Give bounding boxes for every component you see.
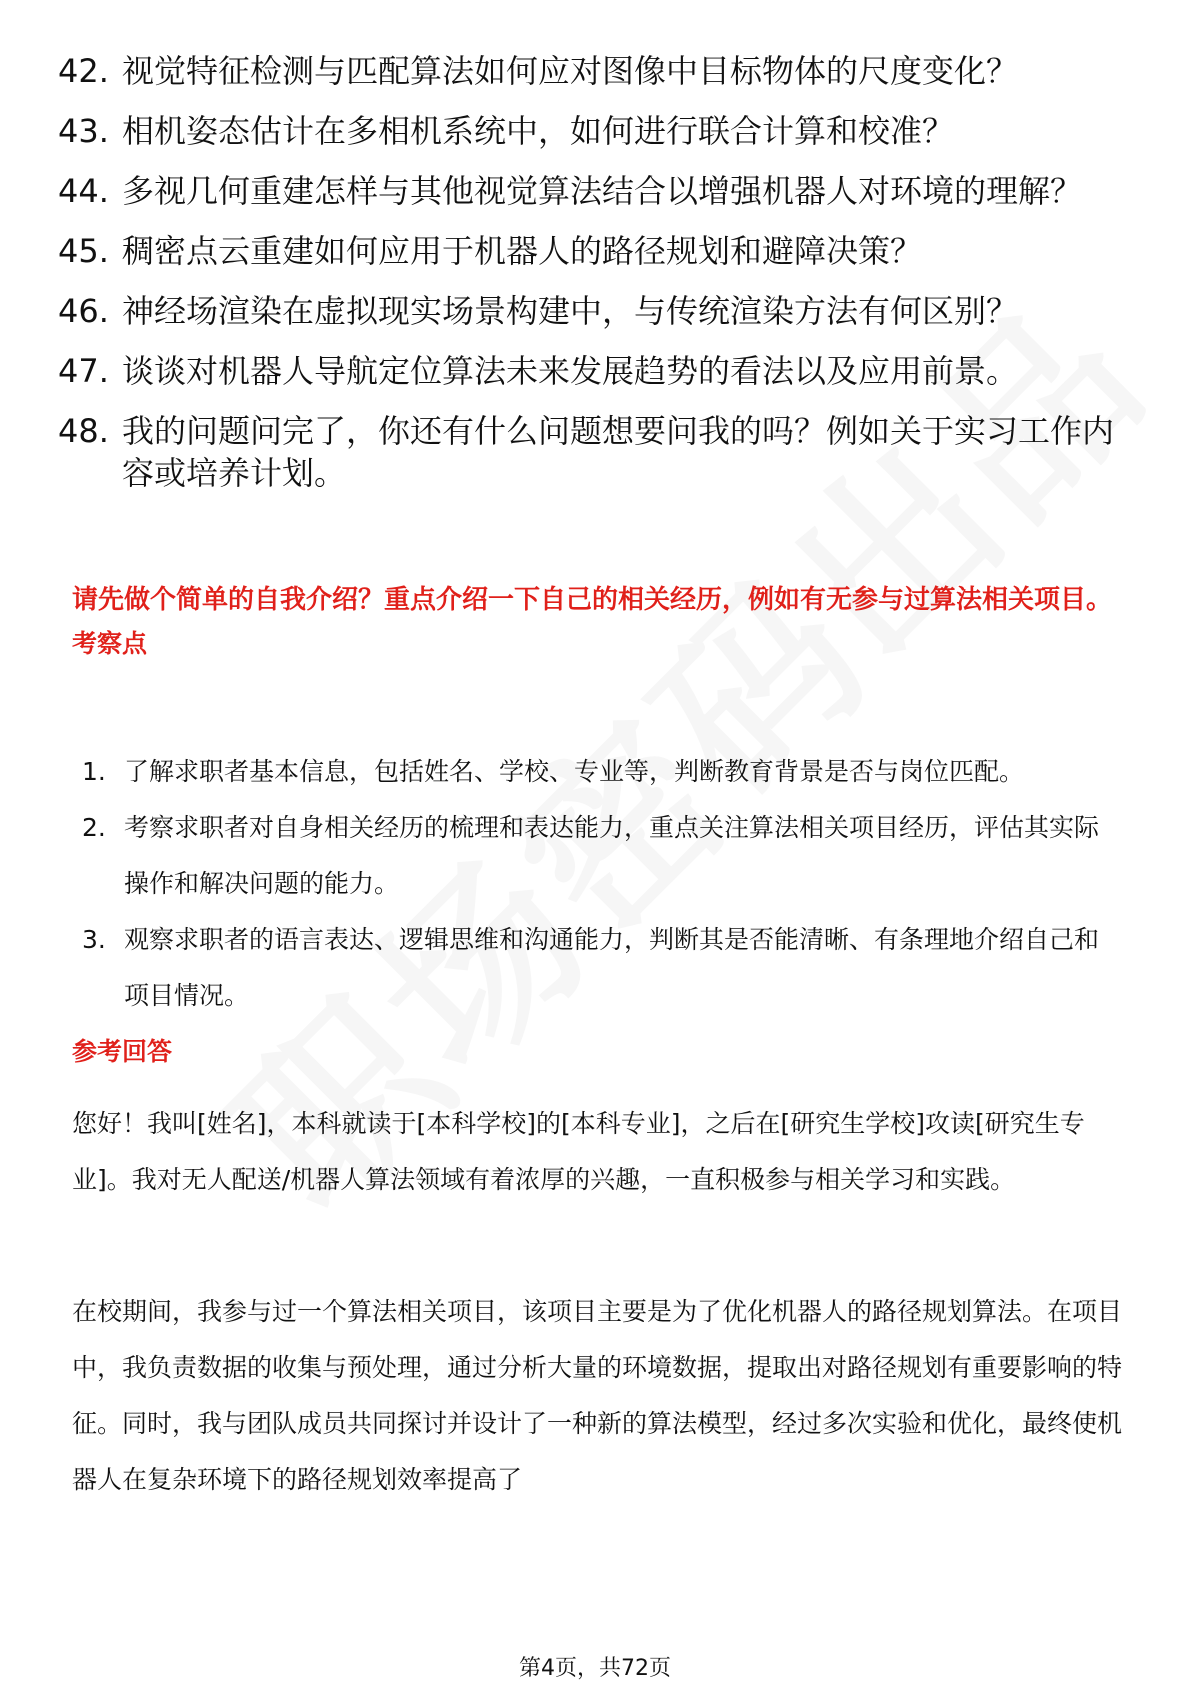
- answer-paragraph: 在校期间，我参与过一个算法相关项目，该项目主要是为了优化机器人的路径规划算法。在项目中，我负责数据的收集与预处理，通过分析大量的环境数据，提取出对路径规划有重要影响的特征。同时，我与团队成员共同探讨并设计了一种新的算法模型，经过多次实验和优化，最终使机器人在复杂环境下的路径规划效率提高了: [72, 1297, 1123, 1494]
- point-text: 了解求职者基本信息，包括姓名、学校、专业等，判断教育背景是否与岗位匹配。: [124, 757, 1025, 786]
- list-item: [82, 744, 1122, 800]
- question-number: 47.: [58, 352, 109, 390]
- list-item: [58, 170, 1128, 212]
- list-item: [58, 230, 1128, 272]
- question-text: 谈谈对机器人导航定位算法未来发展趋势的看法以及应用前景。: [122, 352, 1019, 390]
- question-text: 稠密点云重建如何应用于机器人的路径规划和避障决策？: [122, 232, 923, 270]
- list-item: [82, 800, 1122, 912]
- assessment-points: [82, 744, 1122, 1024]
- point-number: 3.: [82, 925, 106, 954]
- question-number: 44.: [58, 172, 109, 210]
- reference-heading: 参考回答: [72, 1037, 173, 1066]
- answer-paragraph: 您好！我叫[姓名]，本科就读于[本科学校]的[本科专业]，之后在[研究生学校]攻读[研究生专业]。我对无人配送/机器人算法领域有着浓厚的兴趣，一直积极参与相关学习和实践。: [72, 1109, 1085, 1194]
- question-text: 神经场渲染在虚拟现实场景构建中，与传统渲染方法有何区别？: [122, 292, 1019, 330]
- list-item: [58, 110, 1128, 152]
- question-heading: 请先做个简单的自我介绍？重点介绍一下自己的相关经历，例如有无参与过算法相关项目。: [72, 585, 1113, 615]
- list-item: [82, 912, 1122, 1024]
- question-number: 43.: [58, 112, 109, 150]
- page-footer: 第4页，共72页: [519, 1656, 671, 1681]
- list-item: [58, 410, 1128, 494]
- point-text: 考察求职者对自身相关经历的梳理和表达能力，重点关注算法相关项目经历，评估其实际操作和解决问题的能力。: [124, 813, 1100, 898]
- list-item: [58, 290, 1128, 332]
- assessment-heading: 考察点: [72, 629, 148, 658]
- question-number: 48.: [58, 412, 109, 450]
- list-item: [58, 350, 1128, 392]
- question-number: 42.: [58, 52, 109, 90]
- list-item: [58, 50, 1128, 92]
- question-number: 45.: [58, 232, 109, 270]
- question-list: [58, 50, 1128, 512]
- point-number: 1.: [82, 757, 106, 786]
- question-text: 多视几何重建怎样与其他视觉算法结合以增强机器人对环境的理解？: [122, 172, 1083, 210]
- point-text: 观察求职者的语言表达、逻辑思维和沟通能力，判断其是否能清晰、有条理地介绍自己和项目情况。: [124, 925, 1100, 1010]
- point-number: 2.: [82, 813, 106, 842]
- question-text: 相机姿态估计在多相机系统中，如何进行联合计算和校准？: [122, 112, 955, 150]
- question-number: 46.: [58, 292, 109, 330]
- question-text: 视觉特征检测与匹配算法如何应对图像中目标物体的尺度变化？: [122, 52, 1019, 90]
- question-text: 我的问题问完了，你还有什么问题想要问我的吗？例如关于实习工作内容或培养计划。: [122, 412, 1115, 492]
